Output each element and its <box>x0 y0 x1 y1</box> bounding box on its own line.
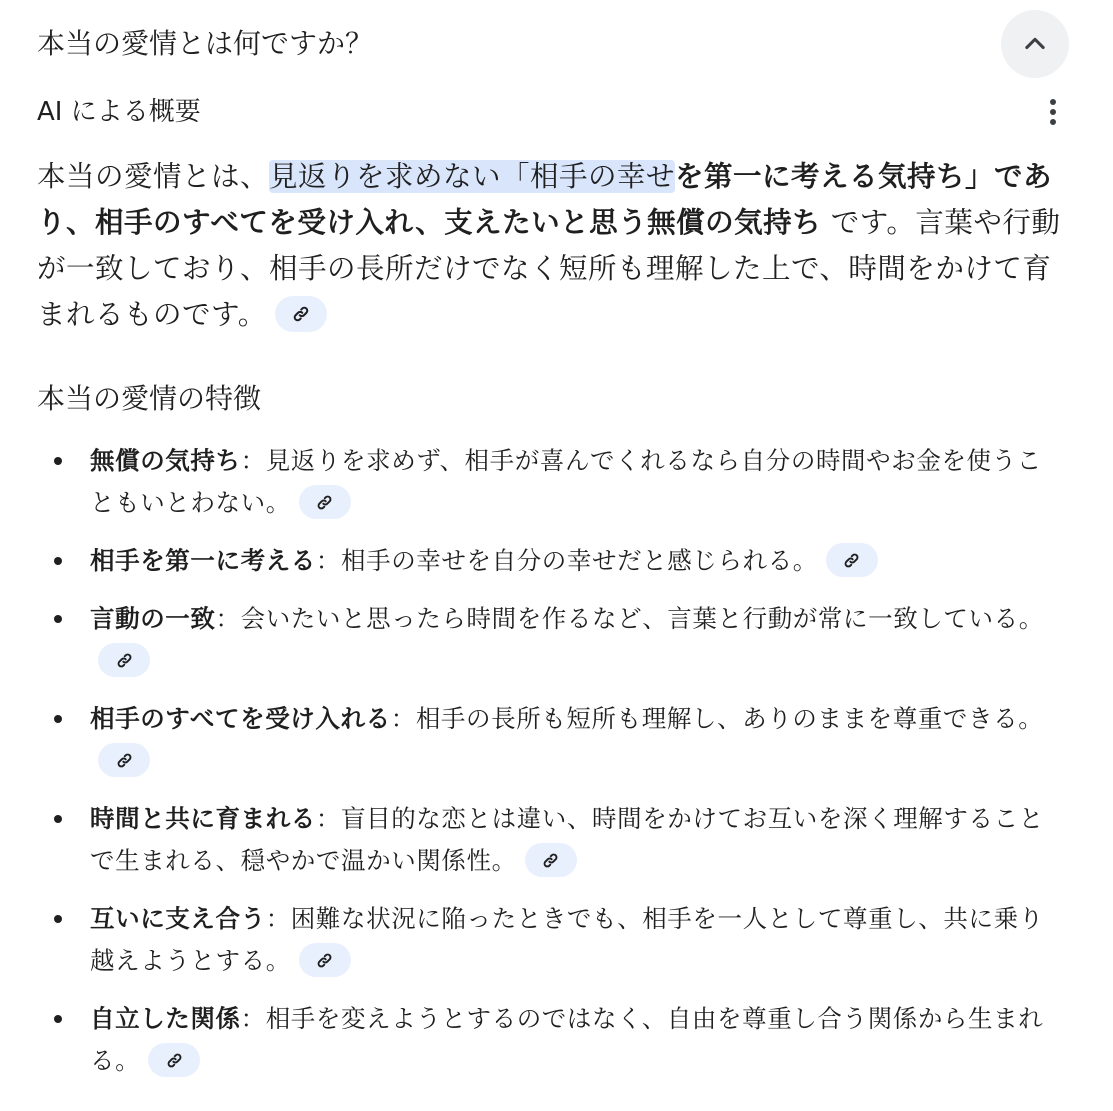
link-icon <box>115 651 134 670</box>
link-icon <box>291 304 311 324</box>
link-icon <box>315 493 334 512</box>
feature-term: 無償の気持ち <box>90 446 241 475</box>
collapse-button[interactable] <box>1001 10 1069 78</box>
question-text: 本当の愛情とは何ですか？ <box>37 27 374 60</box>
feature-item <box>0 598 1055 682</box>
source-link-button[interactable] <box>299 943 351 977</box>
feature-term: 互いに支え合う <box>90 904 266 933</box>
bullet <box>54 457 62 465</box>
bullet <box>54 615 62 623</box>
feature-item <box>0 440 1055 524</box>
ai-overview-label: AI による概要 <box>37 97 201 127</box>
feature-item <box>0 998 1055 1082</box>
feature-description: ：相手を変えようとするのではなく、自由を尊重し合う関係から生まれる。 <box>90 1004 1044 1075</box>
source-link-button[interactable] <box>299 485 351 519</box>
feature-description: ：相手の長所も短所も理解し、ありのままを尊重できる。 <box>390 704 1044 733</box>
source-link-button[interactable] <box>98 643 150 677</box>
summary-highlight: 見返りを求めない「相手の幸せ <box>269 160 676 193</box>
bullet <box>54 557 62 565</box>
feature-description: ：会いたいと思ったら時間を作るなど、言葉と行動が常に一致している。 <box>215 604 1044 633</box>
feature-item <box>0 698 1055 782</box>
link-icon <box>165 1051 184 1070</box>
bullet <box>54 915 62 923</box>
source-link-button[interactable] <box>148 1043 200 1077</box>
features-list <box>0 440 1113 1098</box>
feature-term: 相手のすべてを受け入れる <box>90 704 391 733</box>
chevron-up-icon <box>1021 30 1049 58</box>
feature-term: 時間と共に育まれる <box>90 804 316 833</box>
feature-item <box>0 898 1055 982</box>
more-vert-icon <box>1049 98 1057 126</box>
more-options-button[interactable] <box>1033 92 1073 132</box>
feature-term: 自立した関係 <box>90 1004 241 1033</box>
ai-overview-header <box>37 92 1073 132</box>
source-link-button[interactable] <box>275 296 327 332</box>
bullet <box>54 715 62 723</box>
summary-text-rest: です。言葉や行動が一致しており、相手の長所だけでなく短所も理解した上で、時間をかけて育まれるものです。 <box>37 206 1061 331</box>
features-title: 本当の愛情の特徴 <box>37 382 262 415</box>
bullet <box>54 1015 62 1023</box>
feature-term: 相手を第一に考える <box>90 546 316 575</box>
source-link-button[interactable] <box>525 843 577 877</box>
feature-term: 言動の一致 <box>90 604 216 633</box>
feature-description: ：困難な状況に陥ったときでも、相手を一人として尊重し、共に乗り越えようとする。 <box>90 904 1044 975</box>
feature-description: ：盲目的な恋とは違い、時間をかけてお互いを深く理解することで生まれる、穏やかで温かい関係性。 <box>90 804 1044 875</box>
feature-item <box>0 540 1055 582</box>
summary-paragraph <box>37 154 1077 338</box>
summary-text-intro: 本当の愛情とは、 <box>37 160 270 193</box>
question-header <box>37 18 1073 70</box>
link-icon <box>842 551 861 570</box>
summary-bold-text: を第一に考える気持ち」であり、相手のすべてを受け入れ、支えたいと思う無償の気持ち <box>37 160 1053 239</box>
feature-description: ：見返りを求めず、相手が喜んでくれるなら自分の時間やお金を使うこともいとわない。 <box>90 446 1042 517</box>
source-link-button[interactable] <box>826 543 878 577</box>
feature-item <box>0 798 1055 882</box>
link-icon <box>541 851 560 870</box>
link-icon <box>315 951 334 970</box>
source-link-button[interactable] <box>98 743 150 777</box>
bullet <box>54 815 62 823</box>
feature-description: ：相手の幸せを自分の幸せだと感じられる。 <box>315 546 818 575</box>
link-icon <box>115 751 134 770</box>
